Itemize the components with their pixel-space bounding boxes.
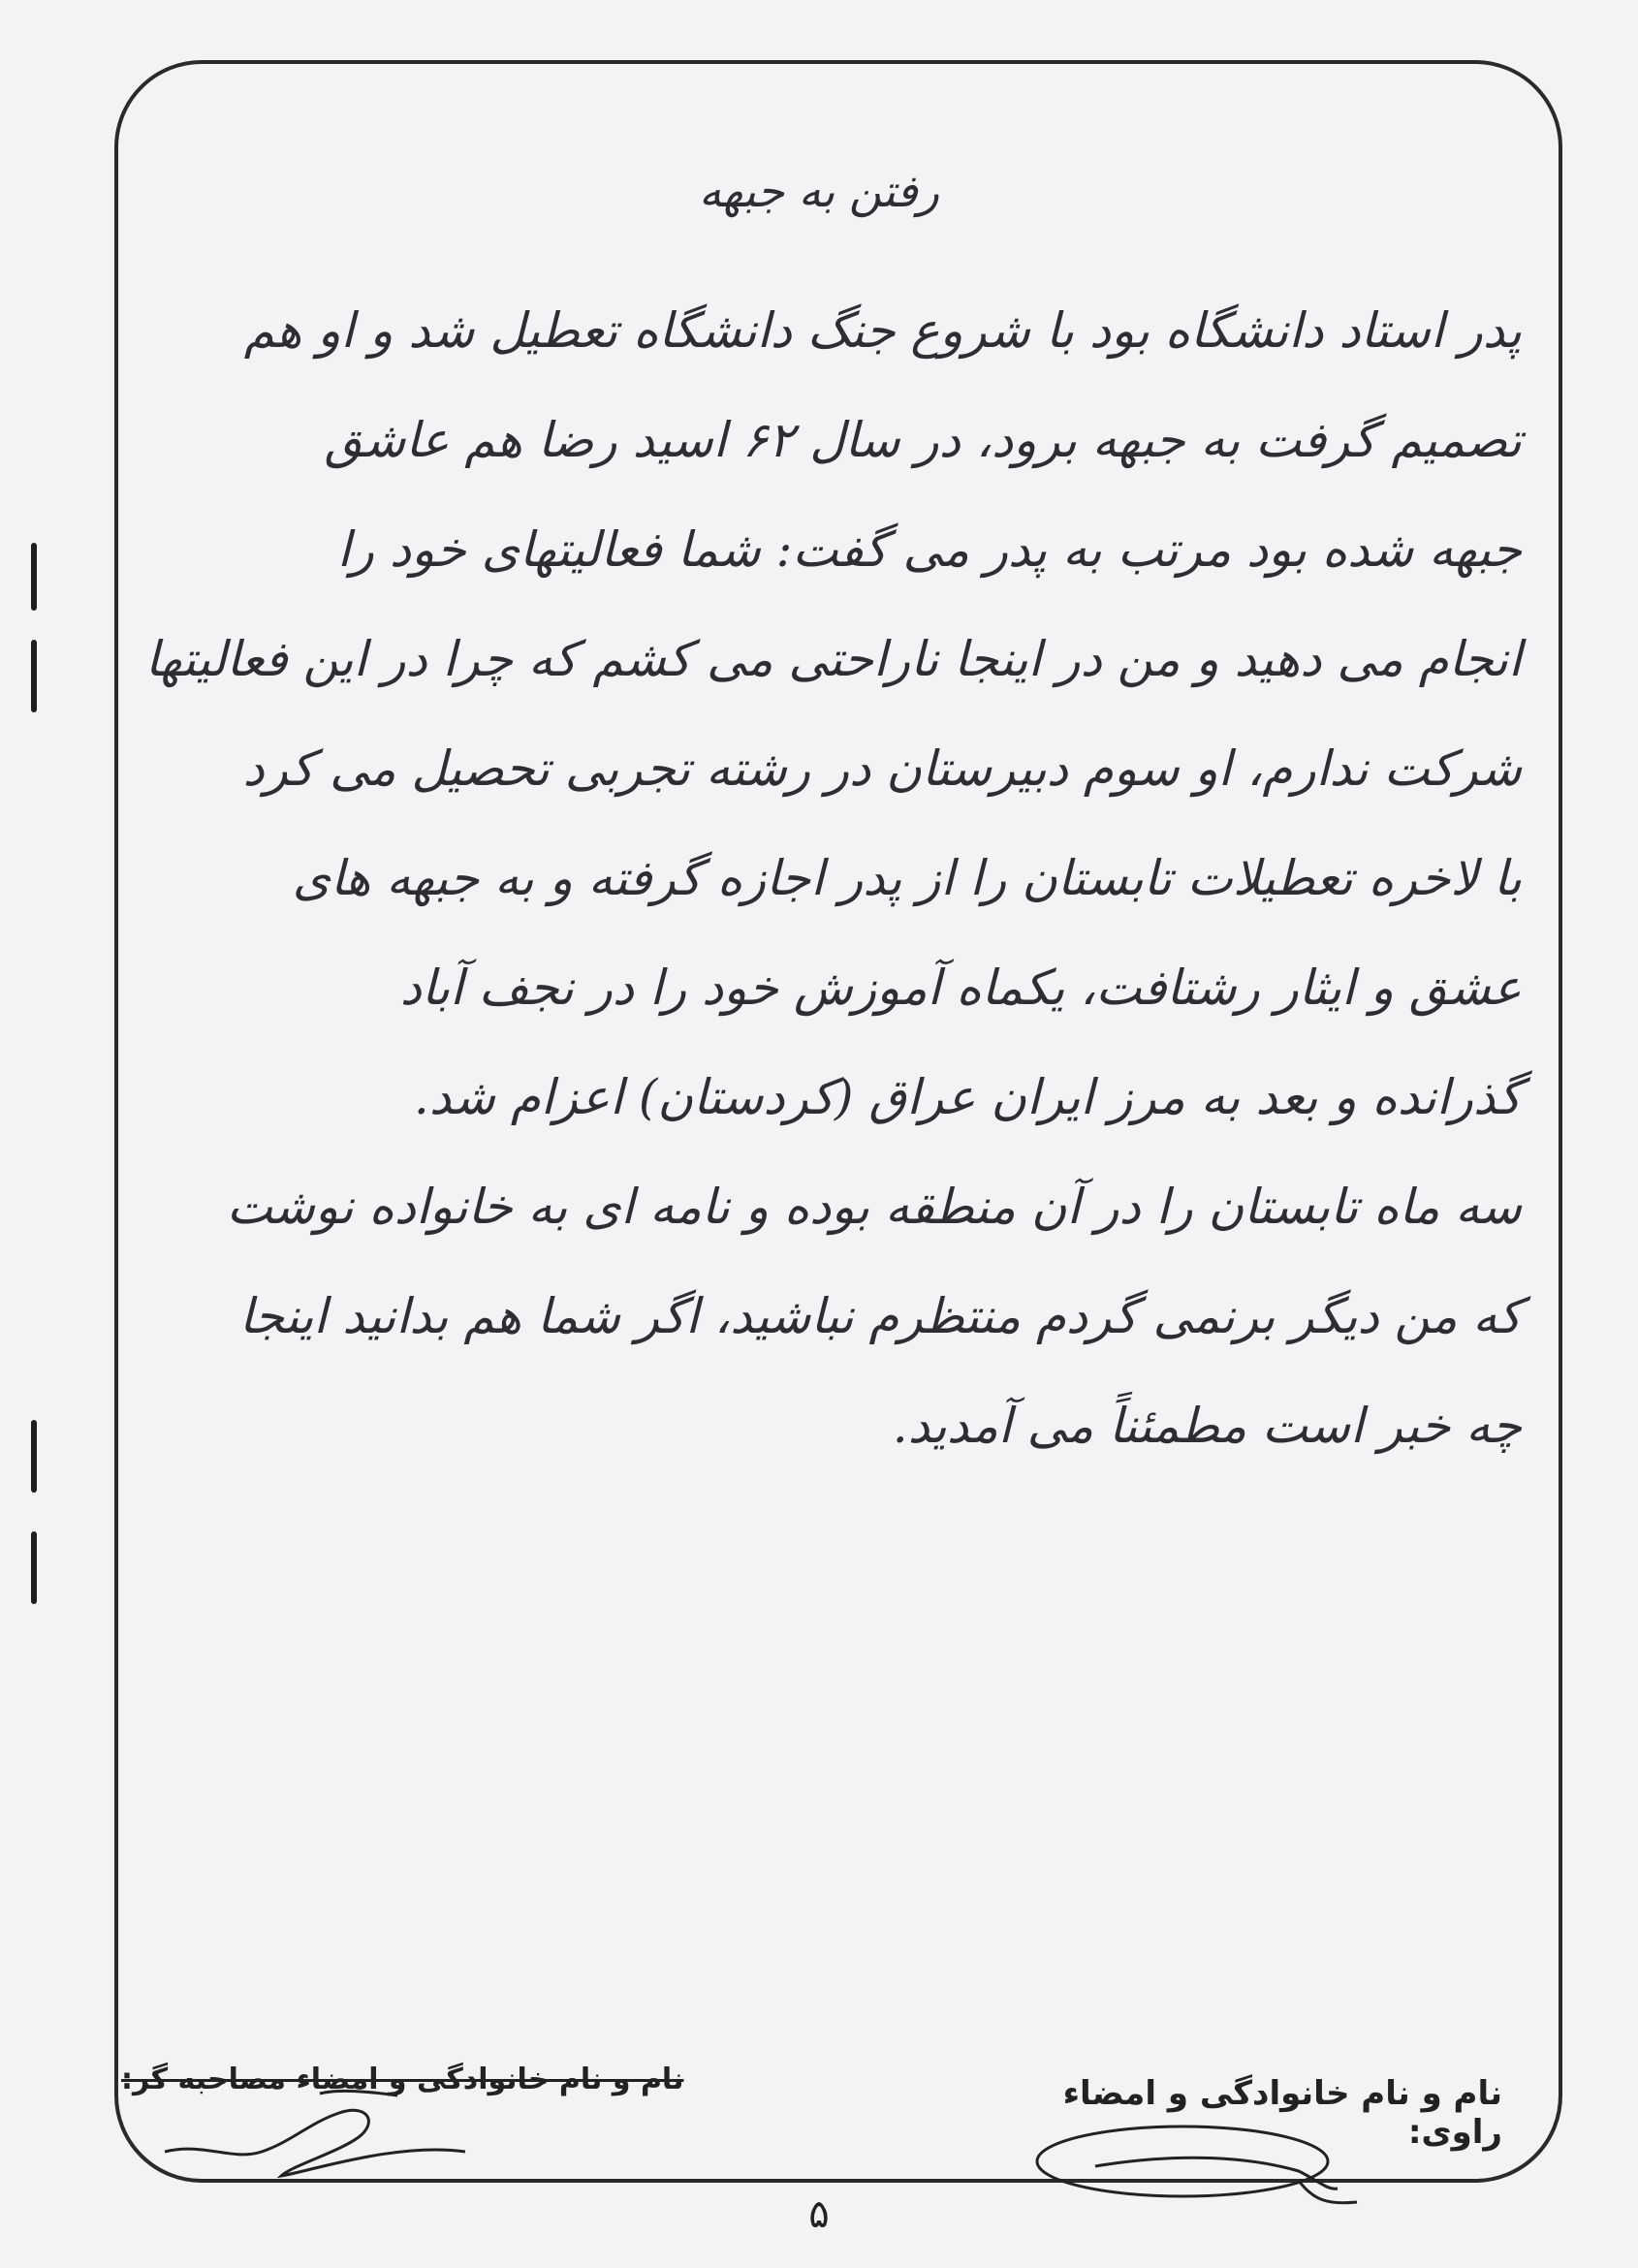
interviewer-signature xyxy=(145,2084,494,2190)
handwritten-body xyxy=(97,276,1522,1481)
margin-mark xyxy=(31,543,37,611)
narrator-signature-label: نام و نام خانوادگی و امضاء راوی: xyxy=(1062,2074,1502,2152)
text-line: پدر استاد دانشگاه بود با شروع جنگ دانشگاه تعطیل شد و او هم xyxy=(243,302,1522,359)
interviewer-signature-label: نام و نام خانوادگی و امضاء مصاحبه گر: xyxy=(121,2063,684,2096)
text-line: تصمیم گرفت به جبهه برود، در سال ۶۲ اسید رضا هم عاشق xyxy=(324,412,1522,468)
margin-mark xyxy=(31,1531,37,1604)
text-line: با لاخره تعطیلات تابستان را از پدر اجازه گرفته و به جبهه های xyxy=(292,850,1522,906)
margin-mark xyxy=(31,1420,37,1493)
text-line: گذرانده و بعد به مرز ایران عراق (کردستان) اعزام شد. xyxy=(413,1069,1522,1125)
text-line: انجام می دهید و من در اینجا ناراحتی می کشم که چرا در این فعالیتها xyxy=(144,631,1522,687)
text-line: چه خبر است مطمئناً می آمدید. xyxy=(892,1398,1522,1454)
text-line: سه ماه تابستان را در آن منطقه بوده و نامه ای به خانواده نوشت xyxy=(226,1179,1522,1235)
page-number: ۵ xyxy=(808,2192,830,2237)
text-line: شرکت ندارم، او سوم دبیرستان در رشته تجربی تحصیل می کرد xyxy=(242,740,1522,797)
text-line: عشق و ایثار رشتافت، یکماه آموزش خود را در نجف آباد xyxy=(399,960,1522,1016)
document-title: رفتن به جبهه xyxy=(699,165,939,217)
text-line: که من دیگر برنمی گردم منتظرم نباشید، اگر شما هم بدانید اینجا xyxy=(238,1288,1522,1344)
margin-mark xyxy=(31,640,37,712)
text-line: جبهه شده بود مرتب به پدر می گفت: شما فعالیتهای خود را xyxy=(336,521,1522,578)
